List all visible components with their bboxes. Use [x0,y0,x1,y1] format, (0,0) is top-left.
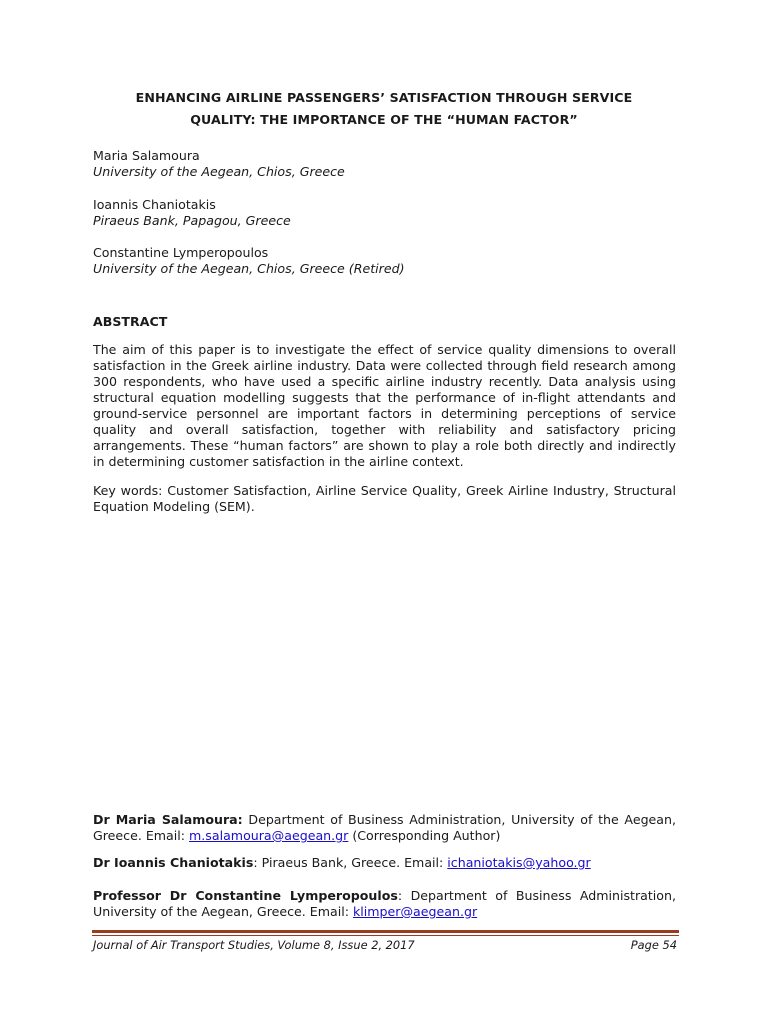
author-name: Maria Salamoura [93,148,200,163]
keywords: Key words: Customer Satisfaction, Airline Service Quality, Greek Airline Industry, Structural Equation Modeling (SEM). [93,483,676,514]
author-note-3 [93,888,676,920]
author-affiliation: University of the Aegean, Chios, Greece [93,164,345,179]
author-name: Ioannis Chaniotakis [93,197,216,212]
page-number: Page 54 [630,938,677,952]
title-line-1: ENHANCING AIRLINE PASSENGERS’ SATISFACTION THROUGH SERVICE [135,90,633,105]
note-name: Dr Maria Salamoura: [93,812,243,827]
author-note-2 [93,855,676,871]
author-block-3 [93,245,676,277]
note-text: : Piraeus Bank, Greece. Email: [253,855,448,870]
page-footer [93,938,677,952]
author-block-1 [93,148,676,180]
author-note-1 [93,812,676,844]
abstract-heading: ABSTRACT [93,314,168,329]
email-link[interactable]: klimper@aegean.gr [352,904,478,919]
footer-rule-thick [92,930,679,933]
note-text: : Department of Business Administration, University of the Aegean, Greece. Email: [93,888,676,919]
email-link[interactable]: m.salamoura@aegean.gr [189,828,349,843]
note-name: Dr Ioannis Chaniotakis [93,855,254,870]
footer-rule-thin [92,935,679,936]
note-text: (Corresponding Author) [348,828,501,843]
email-link[interactable]: ichaniotakis@yahoo.gr [447,855,591,870]
author-name: Constantine Lymperopoulos [93,245,269,260]
title-line-2: QUALITY: THE IMPORTANCE OF THE “HUMAN FACTOR” [190,112,578,127]
note-text: Department of Business Administration, University of the Aegean, Greece. Email: [93,812,677,843]
abstract-text: The aim of this paper is to investigate the effect of service quality dimensions to overall satisfaction in the Greek airline industry. Data were collected through field research among 300 respondents, who have used a specific airline industry recently. Data analysis using structural equation modelling suggests that the performance of in-flight attendants and ground-service personnel are important factors in determining perceptions of service quality and overall satisfaction, together with reliability and satisfactory pricing arrangements. These “human factors” are shown to play a role both directly and indirectly in determining customer satisfaction in the airline context. [93,342,676,469]
note-name: Professor Dr Constantine Lymperopoulos [93,888,398,903]
author-affiliation: University of the Aegean, Chios, Greece (Retired) [93,261,405,276]
paper-title [60,87,708,131]
author-affiliation: Piraeus Bank, Papagou, Greece [93,213,291,228]
journal-citation: Journal of Air Transport Studies, Volume 8, Issue 2, 2017 [93,938,415,952]
author-block-2 [93,197,676,229]
